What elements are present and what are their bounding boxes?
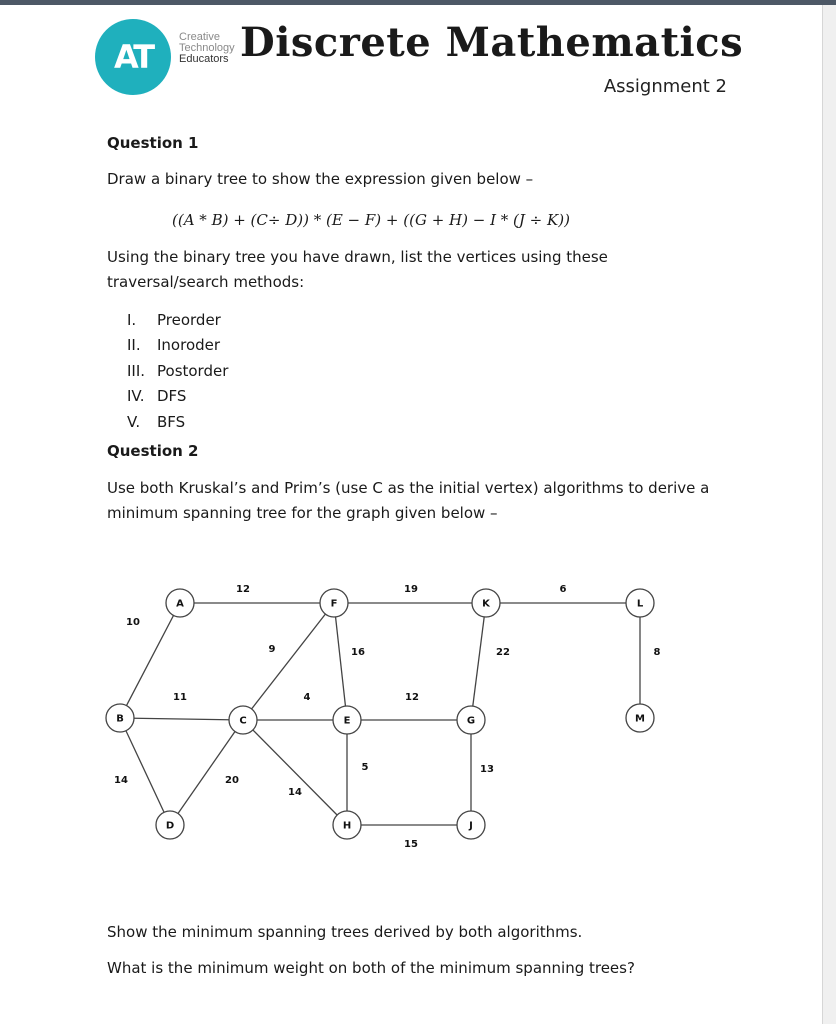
list-item-label: BFS	[157, 412, 186, 431]
edge-weight-G-J: 13	[480, 764, 494, 775]
list-item-number: II.	[127, 336, 141, 355]
edge-B-C	[120, 718, 243, 720]
question-1-heading: Question 1	[107, 134, 199, 152]
vertex-K	[472, 589, 500, 617]
vertex-label: L	[636, 598, 644, 610]
edge-weight-C-H: 14	[288, 787, 302, 798]
edge-weight-B-C: 11	[173, 692, 187, 703]
vertex-G	[457, 706, 485, 734]
list-item-label: Preorder	[157, 310, 221, 329]
list-item-number: V.	[127, 412, 141, 431]
vertex-J	[457, 811, 485, 839]
edge-C-H	[243, 720, 347, 825]
list-item	[107, 333, 228, 359]
question-2-prompt: Use both Kruskal’s and Prim’s (use C as the initial vertex) algorithms to derive a minimum spanning tree for the graph given below –	[107, 479, 710, 522]
list-item-number: I.	[127, 310, 137, 329]
logo-line-2: Technology	[179, 42, 235, 54]
vertex-label: J	[469, 820, 473, 832]
vertex-M	[626, 704, 654, 732]
edge-weight-C-E: 4	[303, 692, 311, 703]
vertex-D	[156, 811, 184, 839]
edge-F-C	[243, 603, 334, 720]
edge-F-E	[334, 603, 347, 720]
assignment-subtitle: Assignment 2	[603, 76, 727, 97]
vertex-label: M	[635, 713, 645, 725]
logo-badge: AT	[95, 19, 171, 95]
list-item-label: DFS	[157, 387, 187, 406]
edge-weight-L-M: 8	[653, 647, 661, 658]
list-item	[107, 384, 228, 410]
edge-weight-A-F: 12	[236, 584, 250, 595]
list-item	[107, 307, 228, 333]
vertex-label: A	[176, 598, 184, 610]
document-page	[0, 5, 823, 1024]
weighted-graph	[0, 550, 822, 890]
vertex-F	[320, 589, 348, 617]
vertex-label: F	[330, 598, 338, 610]
list-item-label: Postorder	[157, 361, 229, 380]
list-item	[107, 409, 228, 435]
vertex-C	[229, 706, 257, 734]
vertex-label: G	[466, 715, 476, 727]
question-2-followup-1: Show the minimum spanning trees derived by both algorithms.	[107, 923, 583, 941]
vertex-H	[333, 811, 361, 839]
list-item-number: III.	[127, 361, 146, 380]
edge-weight-H-J: 15	[404, 839, 418, 850]
edge-B-D	[120, 718, 170, 825]
logo-line-3: Educators	[179, 53, 229, 65]
edge-weight-F-C: 9	[268, 644, 276, 655]
edge-weight-F-K: 19	[404, 584, 418, 595]
edge-weight-K-G: 22	[496, 647, 510, 658]
question-2-followup-2: What is the minimum weight on both of the minimum spanning trees?	[107, 959, 635, 977]
vertex-label: E	[343, 715, 351, 727]
vertex-label: K	[482, 598, 490, 610]
vertex-B	[106, 704, 134, 732]
logo-line-1: Creative	[179, 31, 220, 43]
edge-weight-E-G: 12	[405, 692, 419, 703]
document-title: Discrete Mathematics	[240, 19, 744, 66]
expression-formula: ((A * B) + (C÷ D)) * (E − F) + ((G + H) − I * (J ÷ K))	[172, 211, 570, 229]
vertex-label: C	[239, 715, 247, 727]
list-item-label: Inoroder	[157, 336, 221, 355]
vertex-A	[166, 589, 194, 617]
edge-weight-A-B: 10	[126, 617, 140, 628]
edge-weight-E-H: 5	[361, 762, 369, 773]
list-item-number: IV.	[127, 387, 145, 406]
edge-K-G	[471, 603, 486, 720]
edge-C-D	[170, 720, 243, 825]
edge-weight-F-E: 16	[351, 647, 365, 658]
question-2-heading: Question 2	[107, 442, 199, 460]
vertex-label: H	[342, 820, 352, 832]
vertex-label: B	[116, 713, 124, 725]
edge-weight-B-D: 14	[114, 775, 128, 786]
question-1-instruction: Using the binary tree you have drawn, list the vertices using these traversal/search methods:	[107, 248, 608, 291]
list-item	[107, 358, 228, 384]
logo-wordmark	[179, 32, 241, 65]
vertex-label: D	[165, 820, 175, 832]
question-1-prompt: Draw a binary tree to show the expression given below –	[107, 170, 534, 188]
vertex-E	[333, 706, 361, 734]
traversal-list	[107, 307, 228, 435]
edge-weight-K-L: 6	[559, 584, 567, 595]
vertex-L	[626, 589, 654, 617]
edge-weight-C-D: 20	[225, 775, 239, 786]
